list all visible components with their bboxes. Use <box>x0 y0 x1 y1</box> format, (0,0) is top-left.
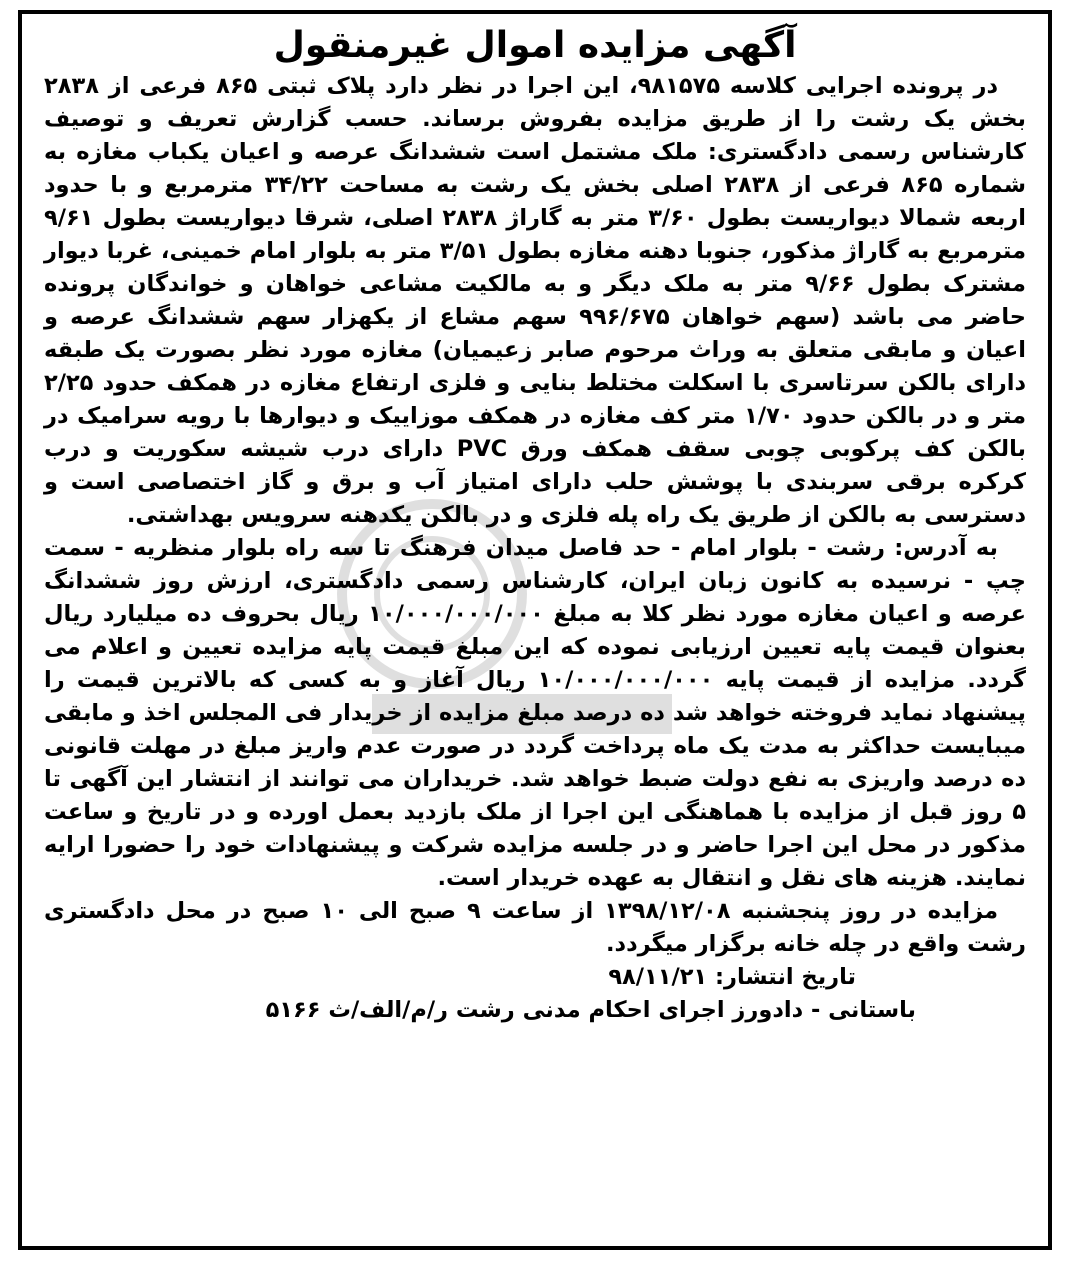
notice-title: آگهی مزایده اموال غیرمنقول <box>273 25 797 66</box>
publish-date: تاریخ انتشار: ۹۸/۱۱/۲۱ <box>608 964 856 990</box>
property-description-paragraph: در پرونده اجرایی کلاسه ۹۸۱۵۷۵، این اجرا در نظر دارد پلاک ثبتی ۸۶۵ فرعی از ۲۸۳۸ بخش یک رشت را از طریق مزایده بفروش برساند. حسب گزارش تعریف و توصیف کارشناس رسمی دادگستری: ملک مشتمل است ششدانگ عرصه و اعیان یکباب مغازه به شماره ۸۶۵ فرعی از ۲۸۳۸ اصلی بخش یک رشت به مساحت ۳۴/۲۲ مترمربع و با حدود اربعه شمالا دیواریست بطول ۳/۶۰ متر به گاراژ ۲۸۳۸ اصلی، شرقا دیواریست بطول ۹/۶۱ مترمربع به گاراژ مذکور، جنوبا دهنه مغازه بطول ۳/۵۱ متر به بلوار امام خمینی، غربا دیوار مشترک بطول ۹/۶۶ متر به ملک دیگر و به مالکیت مشاعی خواهان و خواندگان پرونده حاضر می باشد (سهم خواهان ۹۹۶/۶۷۵ سهم مشاع از یکهزار سهم ششدانگ عرصه و اعیان و مابقی متعلق به وراث مرحوم صابر زعیمیان) مغازه مورد نظر بصورت یک طبقه دارای بالکن سرتاسری با اسکلت مختلط بنایی و فلزی ارتفاع مغازه در همکف حدود ۲/۲۵ متر و در بالکن حدود ۱/۷۰ متر کف مغازه در همکف موزاییک و دیوارها با رویه سرامیک در بالکن کف پرکوبی چوبی سقف همکف ورق PVC دارای درب شیشه سکوریت و درب کرکره برقی سربندی با پوشش حلب دارای امتیاز آب و برق و گاز اختصاصی است و دسترسی به بالکن از طریق یک راه پله فلزی و در بالکن یکدهنه سرویس بهداشتی. <box>44 73 1027 528</box>
address-and-terms-paragraph: به آدرس: رشت - بلوار امام - حد فاصل میدان فرهنگ تا سه راه بلوار منظریه - سمت چپ - نرسیده به کانون زبان ایران، کارشناس رسمی دادگستری، ارزش روز ششدانگ عرصه و اعیان مغازه مورد نظر کلا به مبلغ ۱۰/۰۰۰/۰۰۰/۰۰۰ ریال بحروف ده میلیارد ریال بعنوان قیمت پایه تعیین ارزیابی نموده که این مبلغ قیمت پایه مزایده تعیین و اعلام می گردد. مزایده از قیمت پایه ۱۰/۰۰۰/۰۰۰/۰۰۰ ریال آغاز و به کسی که بالاترین قیمت را پیشنهاد نماید فروخته خواهد شد ده درصد مبلغ مزایده از خریدار فی المجلس اخذ و مابقی میبایست حداکثر به مدت یک ماه پرداخت گردد در صورت عدم واریز مبلغ در مهلت قانونی ده درصد واریزی به نفع دولت ضبط خواهد شد. خریداران می توانند از انتشار این آگهی تا ۵ روز قبل از مزایده با هماهنگی این اجرا از ملک بازدید بعمل اورده و در تاریخ و ساعت مذکور در محل این اجرا حاضر و در جلسه مزایده شرکت و پیشنهادات خود را حضورا ارایه نمایند. هزینه های نقل و انتقال به عهده خریدار است. <box>44 535 1027 891</box>
signature-line: باستانی - دادورز اجرای احکام مدنی رشت ر/م/الف/ث ۵۱۶۶ <box>265 997 916 1023</box>
auction-time-paragraph: مزایده در روز پنجشنبه ۱۳۹۸/۱۲/۰۸ از ساعت ۹ صبح الی ۱۰ صبح در محل دادگستری رشت واقع در چله خانه برگزار میگردد. <box>44 898 1026 957</box>
auction-notice <box>18 10 1052 1250</box>
